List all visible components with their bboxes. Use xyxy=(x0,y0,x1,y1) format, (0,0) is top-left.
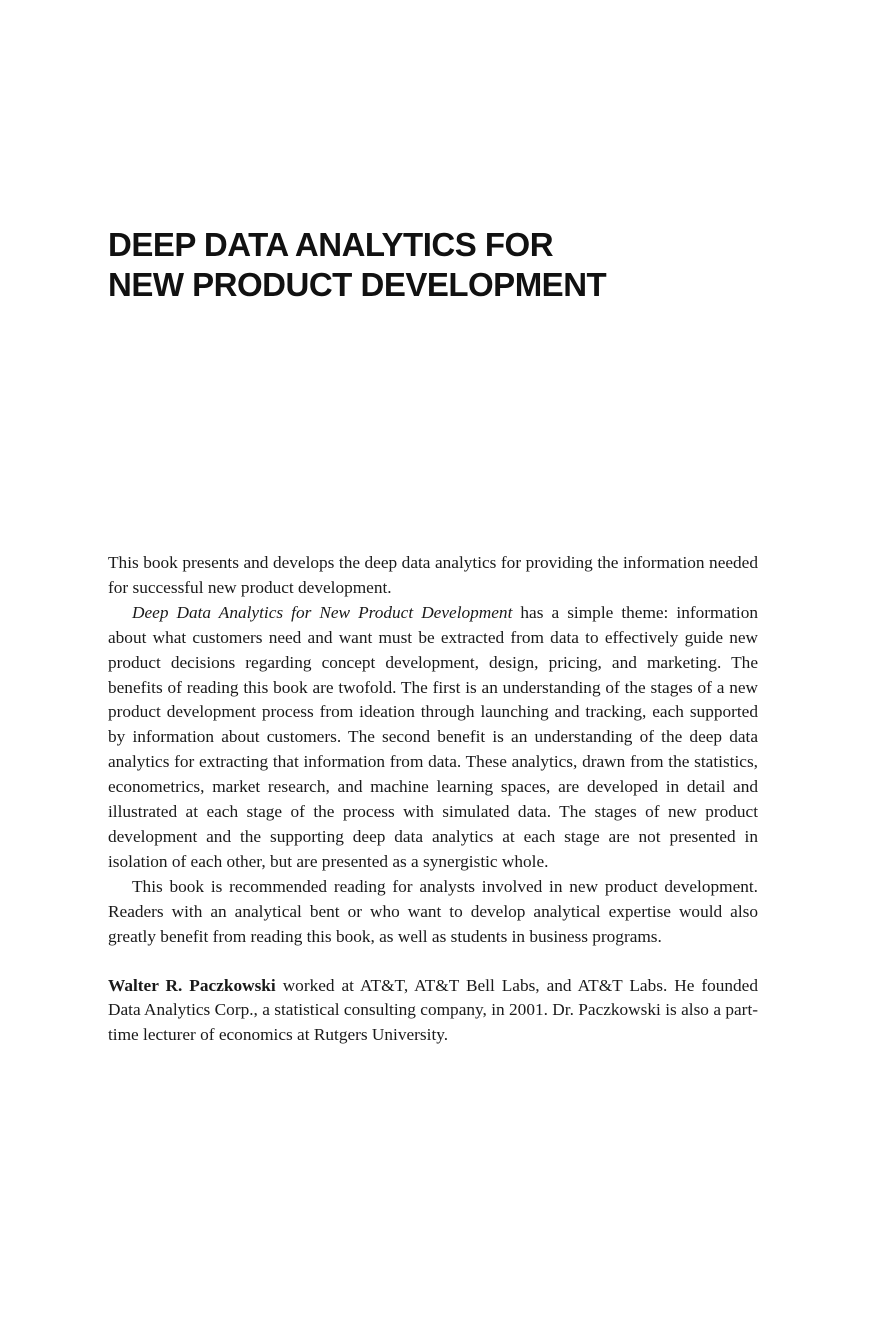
description-paragraph-2 xyxy=(108,601,758,875)
description-paragraph-3: This book is recommended reading for analysts involved in new product development. Readers with an analytical bent or who want to develop analytical expertise would also greatly benefit from reading this book, as well as students in business programs. xyxy=(108,876,758,946)
author-bio-text: worked at AT&T, AT&T Bell Labs, and AT&T Labs. He founded Data Analytics Corp., a statistical consulting company, in 2001. Dr. Paczkowski is also a part-time lecturer of economics at Rutgers University. xyxy=(108,975,758,1045)
book-title xyxy=(108,225,768,305)
author-name: Walter R. Paczkowski xyxy=(108,975,276,995)
description-paragraph-2-text: has a simple theme: information about what customers need and want must be extracted from data to effectively guide new product decisions regarding concept development, design, pricing, and marketing. The benefits of reading this book are twofold. The first is an understanding of the stages of a new product development process from ideation through launching and tracking, each supported by information about customers. The second benefit is an understanding of the deep data analytics for extracting that information from data. These analytics, drawn from the statistics, econometrics, market research, and machine learning spaces, are developed in detail and illustrated at each stage of the process with simulated data. The stages of new product development and the supporting deep data analytics at each stage are not presented in isolation of each other, but are presented as a synergistic whole. xyxy=(108,602,758,871)
title-line-2: NEW PRODUCT DEVELOPMENT xyxy=(108,266,607,303)
description-paragraph-1: This book presents and develops the deep data analytics for providing the information needed for successful new product development. xyxy=(108,553,758,597)
author-bio xyxy=(108,974,758,1049)
title-line-1: DEEP DATA ANALYTICS FOR xyxy=(108,226,554,263)
book-description xyxy=(108,551,758,1048)
book-title-italic: Deep Data Analytics for New Product Development xyxy=(132,602,513,622)
